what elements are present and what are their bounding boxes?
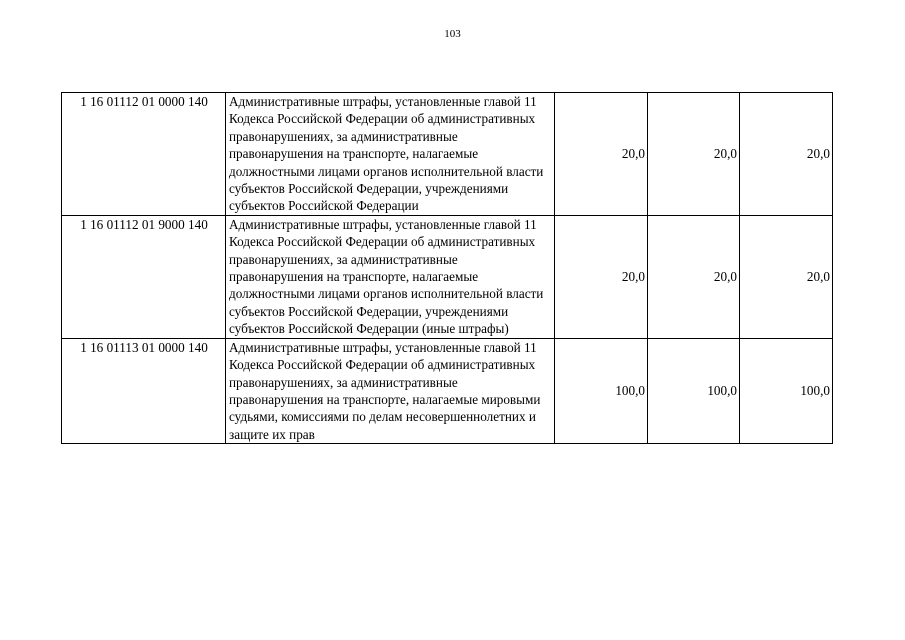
value-cell-year-2: 20,0 [648,215,740,338]
table-row [62,338,833,443]
table-row [62,215,833,338]
budget-code-cell: 1 16 01112 01 9000 140 [62,215,226,338]
value-cell-year-3: 20,0 [740,93,833,216]
value-cell-year-2: 20,0 [648,93,740,216]
value-cell-year-3: 100,0 [740,338,833,443]
page-number: 103 [444,28,461,40]
revenue-name-cell: Административные штрафы, установленные главой 11 Кодекса Российской Федерации об административных правонарушениях, за административные правонарушения на транспорте, налагаемые должностными лицами органов исполнительной власти субъектов Российской Федерации, учреждениями субъектов Российской Федерации [226,93,555,216]
value-cell-year-1: 20,0 [555,93,648,216]
table-row [62,93,833,216]
budget-revenue-table [61,92,833,444]
value-cell-year-1: 20,0 [555,215,648,338]
value-cell-year-3: 20,0 [740,215,833,338]
budget-code-cell: 1 16 01112 01 0000 140 [62,93,226,216]
value-cell-year-1: 100,0 [555,338,648,443]
revenue-name-cell: Административные штрафы, установленные главой 11 Кодекса Российской Федерации об административных правонарушениях, за административные правонарушения на транспорте, налагаемые должностными лицами органов исполнительной власти субъектов Российской Федерации, учреждениями субъектов Российской Федерации (иные штрафы) [226,215,555,338]
budget-code-cell: 1 16 01113 01 0000 140 [62,338,226,443]
revenue-name-cell: Административные штрафы, установленные главой 11 Кодекса Российской Федерации об административных правонарушениях, за административные правонарушения на транспорте, налагаемые мировыми судьями, комиссиями по делам несовершеннолетних и защите их прав [226,338,555,443]
value-cell-year-2: 100,0 [648,338,740,443]
